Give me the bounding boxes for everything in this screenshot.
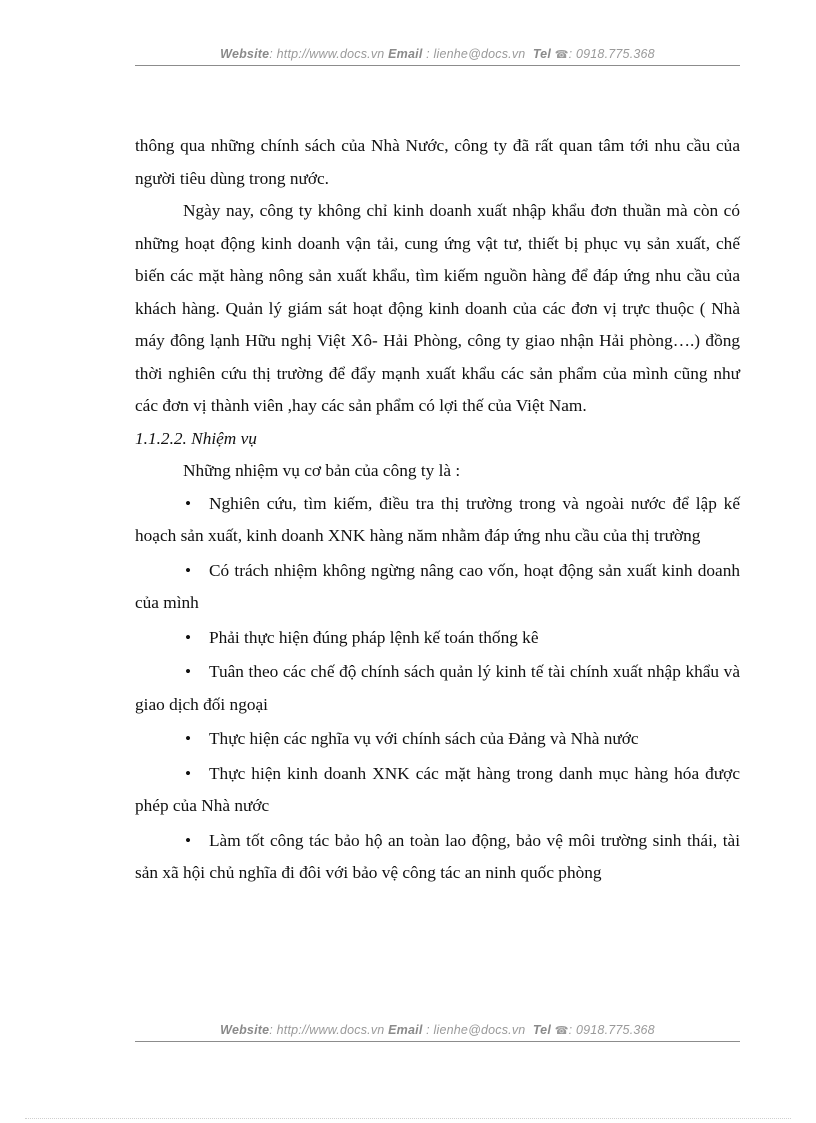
phone-icon: ☎ <box>554 1025 569 1037</box>
footer-website-url[interactable]: : http://www.docs.vn <box>269 1023 385 1037</box>
list-item: • Phải thực hiện đúng pháp lệnh kế toán thống kê <box>135 622 740 655</box>
bullet-icon: • <box>185 662 192 681</box>
bullet-icon: • <box>185 729 192 748</box>
bullet-icon: • <box>185 830 192 850</box>
bullet-icon: • <box>185 493 192 513</box>
page-footer <box>135 1023 740 1037</box>
list-item: • Nghiên cứu, tìm kiếm, điều tra thị trường trong và ngoài nước để lập kế hoạch sản xuất, kinh doanh XNK hàng năm nhằm đáp ứng nhu cầu của thị trường <box>135 488 740 553</box>
list-item: • Tuân theo các chế độ chính sách quản lý kinh tế tài chính xuất nhập khẩu và giao dịch đối ngoại <box>135 656 740 721</box>
paragraph-2: Ngày nay, công ty không chỉ kinh doanh xuất nhập khẩu đơn thuần mà còn có những hoạt động kinh doanh vận tải, cung ứng vật tư, thiết bị phục vụ sản xuất, chế biến các mặt hàng nông sản xuất khẩu, tìm kiếm nguồn hàng để đáp ứng nhu cầu của khách hàng. Quản lý giám sát hoạt động kinh doanh của các đơn vị trực thuộc ( Nhà máy đông lạnh Hữu nghị Việt Xô- Hải Phòng, công ty giao nhận Hải phòng….) đồng thời nghiên cứu thị trường để đẩy mạnh xuất khẩu các sản phẩm của mình cũng như các đơn vị thành viên ,hay các sản phẩm có lợi thế của Việt Nam. <box>135 201 740 415</box>
footer-email-label: Email <box>388 1023 423 1037</box>
footer-website-label: Website <box>220 1023 270 1037</box>
footer-rule <box>135 1041 740 1042</box>
page-header <box>135 47 740 61</box>
paragraph-1: thông qua những chính sách của Nhà Nước, công ty đã rất quan tâm tới nhu cầu của người tiêu dùng trong nước. <box>135 136 740 188</box>
bullet-icon: • <box>185 560 192 580</box>
section-heading: 1.1.2.2. Nhiệm vụ <box>135 428 257 448</box>
list-item: • Thực hiện kinh doanh XNK các mặt hàng trong danh mục hàng hóa được phép của Nhà nước <box>135 758 740 823</box>
page-body <box>135 130 740 890</box>
list-intro: Những nhiệm vụ cơ bản của công ty là : <box>183 461 461 480</box>
header-tel-value: : 0918.775.368 <box>568 47 655 61</box>
list-item: • Có trách nhiệm không ngừng nâng cao vốn, hoạt động sản xuất kinh doanh của mình <box>135 555 740 620</box>
header-email-label: Email <box>388 47 423 61</box>
footer-tel-value: : 0918.775.368 <box>568 1023 655 1037</box>
footer-tel-label: Tel <box>532 1023 552 1037</box>
page-bottom-border <box>25 1118 791 1119</box>
header-website-label: Website <box>220 47 270 61</box>
list-item: • Làm tốt công tác bảo hộ an toàn lao động, bảo vệ môi trường sinh thái, tài sản xã hội chủ nghĩa đi đôi với bảo vệ công tác an ninh quốc phòng <box>135 825 740 890</box>
phone-icon: ☎ <box>554 49 569 61</box>
header-website-url[interactable]: : http://www.docs.vn <box>269 47 385 61</box>
header-email-value[interactable]: : lienhe@docs.vn <box>422 47 526 61</box>
bullet-icon: • <box>185 627 192 647</box>
header-tel-label: Tel <box>532 47 552 61</box>
list-item: • Thực hiện các nghĩa vụ với chính sách của Đảng và Nhà nước <box>135 723 740 756</box>
footer-email-value[interactable]: : lienhe@docs.vn <box>422 1023 526 1037</box>
bullet-icon: • <box>185 763 192 783</box>
header-rule <box>135 65 740 66</box>
